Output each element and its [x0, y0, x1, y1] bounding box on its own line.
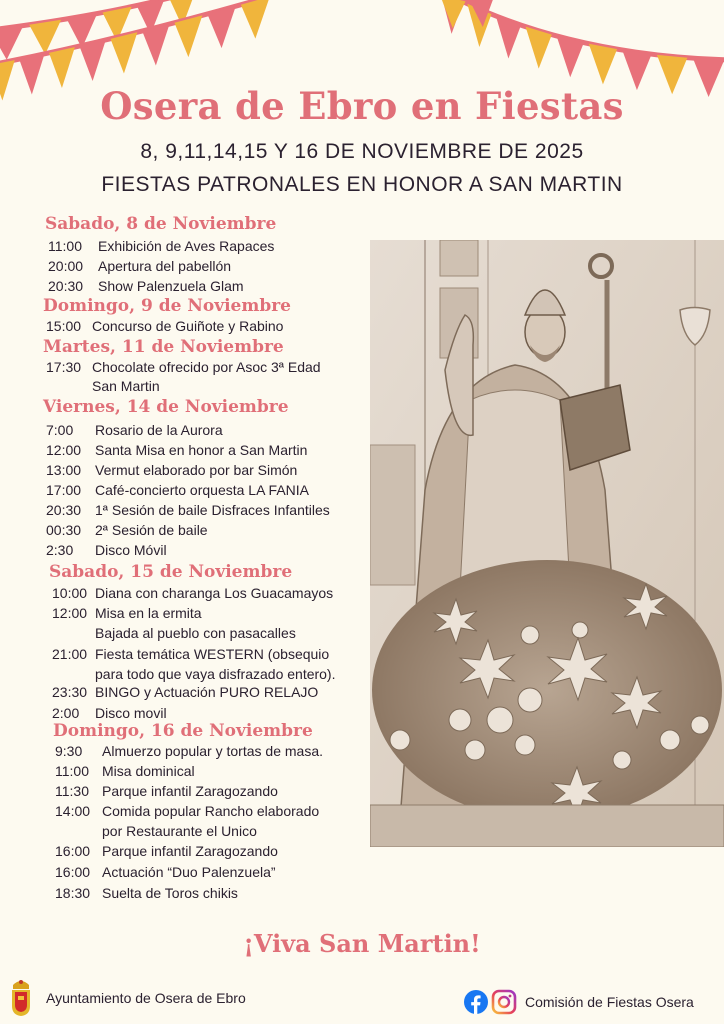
schedule-item	[48, 278, 244, 294]
schedule-item	[55, 783, 278, 799]
event-time: 13:00	[46, 462, 82, 478]
event-time: 12:00	[46, 442, 82, 458]
event-time: 16:00	[55, 864, 91, 880]
event-description: Chocolate ofrecido por Asoc 3ª Edad	[92, 359, 321, 375]
day-header: Domingo, 9 de Noviembre	[43, 296, 291, 316]
bunting-flag	[0, 26, 23, 60]
event-time: 7:00	[46, 422, 74, 438]
event-description: Santa Misa en honor a San Martin	[95, 442, 308, 458]
event-time: 00:30	[46, 522, 82, 538]
event-description: Misa en la ermita	[95, 605, 202, 621]
coat-of-arms-icon	[10, 979, 32, 1017]
bunting-flag	[49, 47, 75, 88]
event-time: 11:00	[55, 763, 89, 779]
event-description: Bajada al pueblo con pasacalles	[95, 625, 296, 641]
event-description: BINGO y Actuación PURO RELAJO	[95, 684, 319, 700]
event-time: 18:30	[55, 885, 91, 901]
schedule-item	[52, 605, 202, 621]
event-description: Show Palenzuela Glam	[98, 278, 244, 294]
schedule-item	[46, 502, 330, 518]
schedule-item-continuation	[95, 666, 336, 682]
schedule-item	[52, 646, 330, 662]
event-time: 9:30	[55, 743, 83, 759]
bunting-flag	[110, 32, 137, 73]
bunting-flag	[241, 0, 270, 39]
bunting-flag	[589, 44, 617, 85]
event-description: Parque infantil Zaragozando	[102, 783, 278, 799]
event-time: 12:00	[52, 605, 88, 621]
event-description: para todo que vaya disfrazado entero).	[95, 666, 336, 682]
schedule-item	[46, 522, 208, 538]
event-description: Misa dominical	[102, 763, 195, 779]
schedule-item	[52, 684, 319, 700]
event-time: 14:00	[55, 803, 91, 819]
day-header: Sabado, 8 de Noviembre	[45, 214, 277, 234]
schedule-item	[46, 442, 308, 458]
schedule-item-continuation	[102, 823, 257, 839]
schedule-item	[48, 238, 275, 254]
day-header: Martes, 11 de Noviembre	[43, 337, 284, 357]
event-description: Suelta de Toros chikis	[102, 885, 238, 901]
event-time: 23:30	[52, 684, 88, 700]
event-time: 2:30	[46, 542, 74, 558]
schedule-item	[55, 763, 195, 779]
event-description: Exhibición de Aves Rapaces	[98, 238, 275, 254]
town-hall-label: Ayuntamiento de Osera de Ebro	[46, 990, 246, 1006]
schedule-item	[52, 705, 167, 721]
schedule-item	[46, 542, 167, 558]
event-time: 16:00	[55, 843, 91, 859]
event-description: Comida popular Rancho elaborado	[102, 803, 320, 819]
event-time: 15:00	[46, 318, 82, 334]
schedule-item	[55, 843, 278, 859]
schedule-item	[46, 359, 321, 375]
event-description: Vermut elaborado por bar Simón	[95, 462, 298, 478]
facebook-icon[interactable]	[464, 990, 488, 1014]
closing-slogan: ¡Viva San Martin!	[243, 929, 481, 958]
footer-right	[464, 988, 694, 1016]
event-time: 20:30	[46, 502, 82, 518]
schedule-item-continuation	[95, 625, 296, 641]
event-description: Actuación “Duo Palenzuela”	[102, 864, 276, 880]
schedule-item	[46, 482, 309, 498]
schedule-item	[55, 743, 323, 759]
event-description: Almuerzo popular y tortas de masa.	[102, 743, 323, 759]
schedule-item	[46, 422, 223, 438]
event-time: 20:00	[48, 258, 84, 274]
bunting-flag	[79, 40, 105, 81]
event-description: Diana con charanga Los Guacamayos	[95, 585, 334, 601]
event-description: Disco movil	[95, 705, 167, 721]
schedule-item	[46, 318, 284, 334]
footer-left	[10, 978, 246, 1018]
event-description: Café-concierto orquesta LA FANIA	[95, 482, 309, 498]
event-description: 2ª Sesión de baile	[95, 522, 208, 538]
instagram-icon[interactable]	[491, 989, 517, 1015]
schedule-item	[46, 462, 298, 478]
event-description: Disco Móvil	[95, 542, 167, 558]
day-header: Sabado, 15 de Noviembre	[49, 562, 293, 582]
event-description: Concurso de Guiñote y Rabino	[92, 318, 284, 334]
event-time: 11:00	[48, 238, 82, 254]
event-description: Fiesta temática WESTERN (obsequio	[95, 646, 330, 662]
event-subtitle: FIESTAS PATRONALES EN HONOR A SAN MARTIN	[101, 173, 623, 196]
schedule-item	[52, 585, 334, 601]
event-description: 1ª Sesión de baile Disfraces Infantiles	[95, 502, 330, 518]
schedule-item-continuation	[92, 378, 160, 394]
schedule-item	[48, 258, 232, 274]
event-time: 17:30	[46, 359, 82, 375]
day-header: Domingo, 16 de Noviembre	[53, 721, 313, 741]
event-dates: 8, 9,11,14,15 Y 16 DE NOVIEMBRE DE 2025	[140, 140, 584, 163]
day-header: Viernes, 14 de Noviembre	[43, 397, 289, 417]
event-time: 17:00	[46, 482, 82, 498]
event-time: 11:30	[55, 783, 89, 799]
bunting-flag	[557, 36, 584, 77]
event-description: San Martin	[92, 378, 160, 394]
schedule-item	[55, 885, 238, 901]
schedule-item	[55, 864, 276, 880]
fiestas-committee-label: Comisión de Fiestas Osera	[525, 994, 694, 1010]
bunting-flag	[142, 24, 169, 65]
event-description: Parque infantil Zaragozando	[102, 843, 278, 859]
event-time: 20:30	[48, 278, 84, 294]
event-description: Apertura del pabellón	[98, 258, 232, 274]
event-time: 21:00	[52, 646, 88, 662]
event-description: Rosario de la Aurora	[95, 422, 223, 438]
event-description: por Restaurante el Unico	[102, 823, 257, 839]
san-martin-illustration	[370, 240, 724, 847]
poster-title: Osera de Ebro en Fiestas	[100, 84, 624, 128]
bunting-flag	[440, 0, 466, 28]
schedule-item	[55, 803, 320, 819]
event-time: 10:00	[52, 585, 88, 601]
event-time: 2:00	[52, 705, 80, 721]
